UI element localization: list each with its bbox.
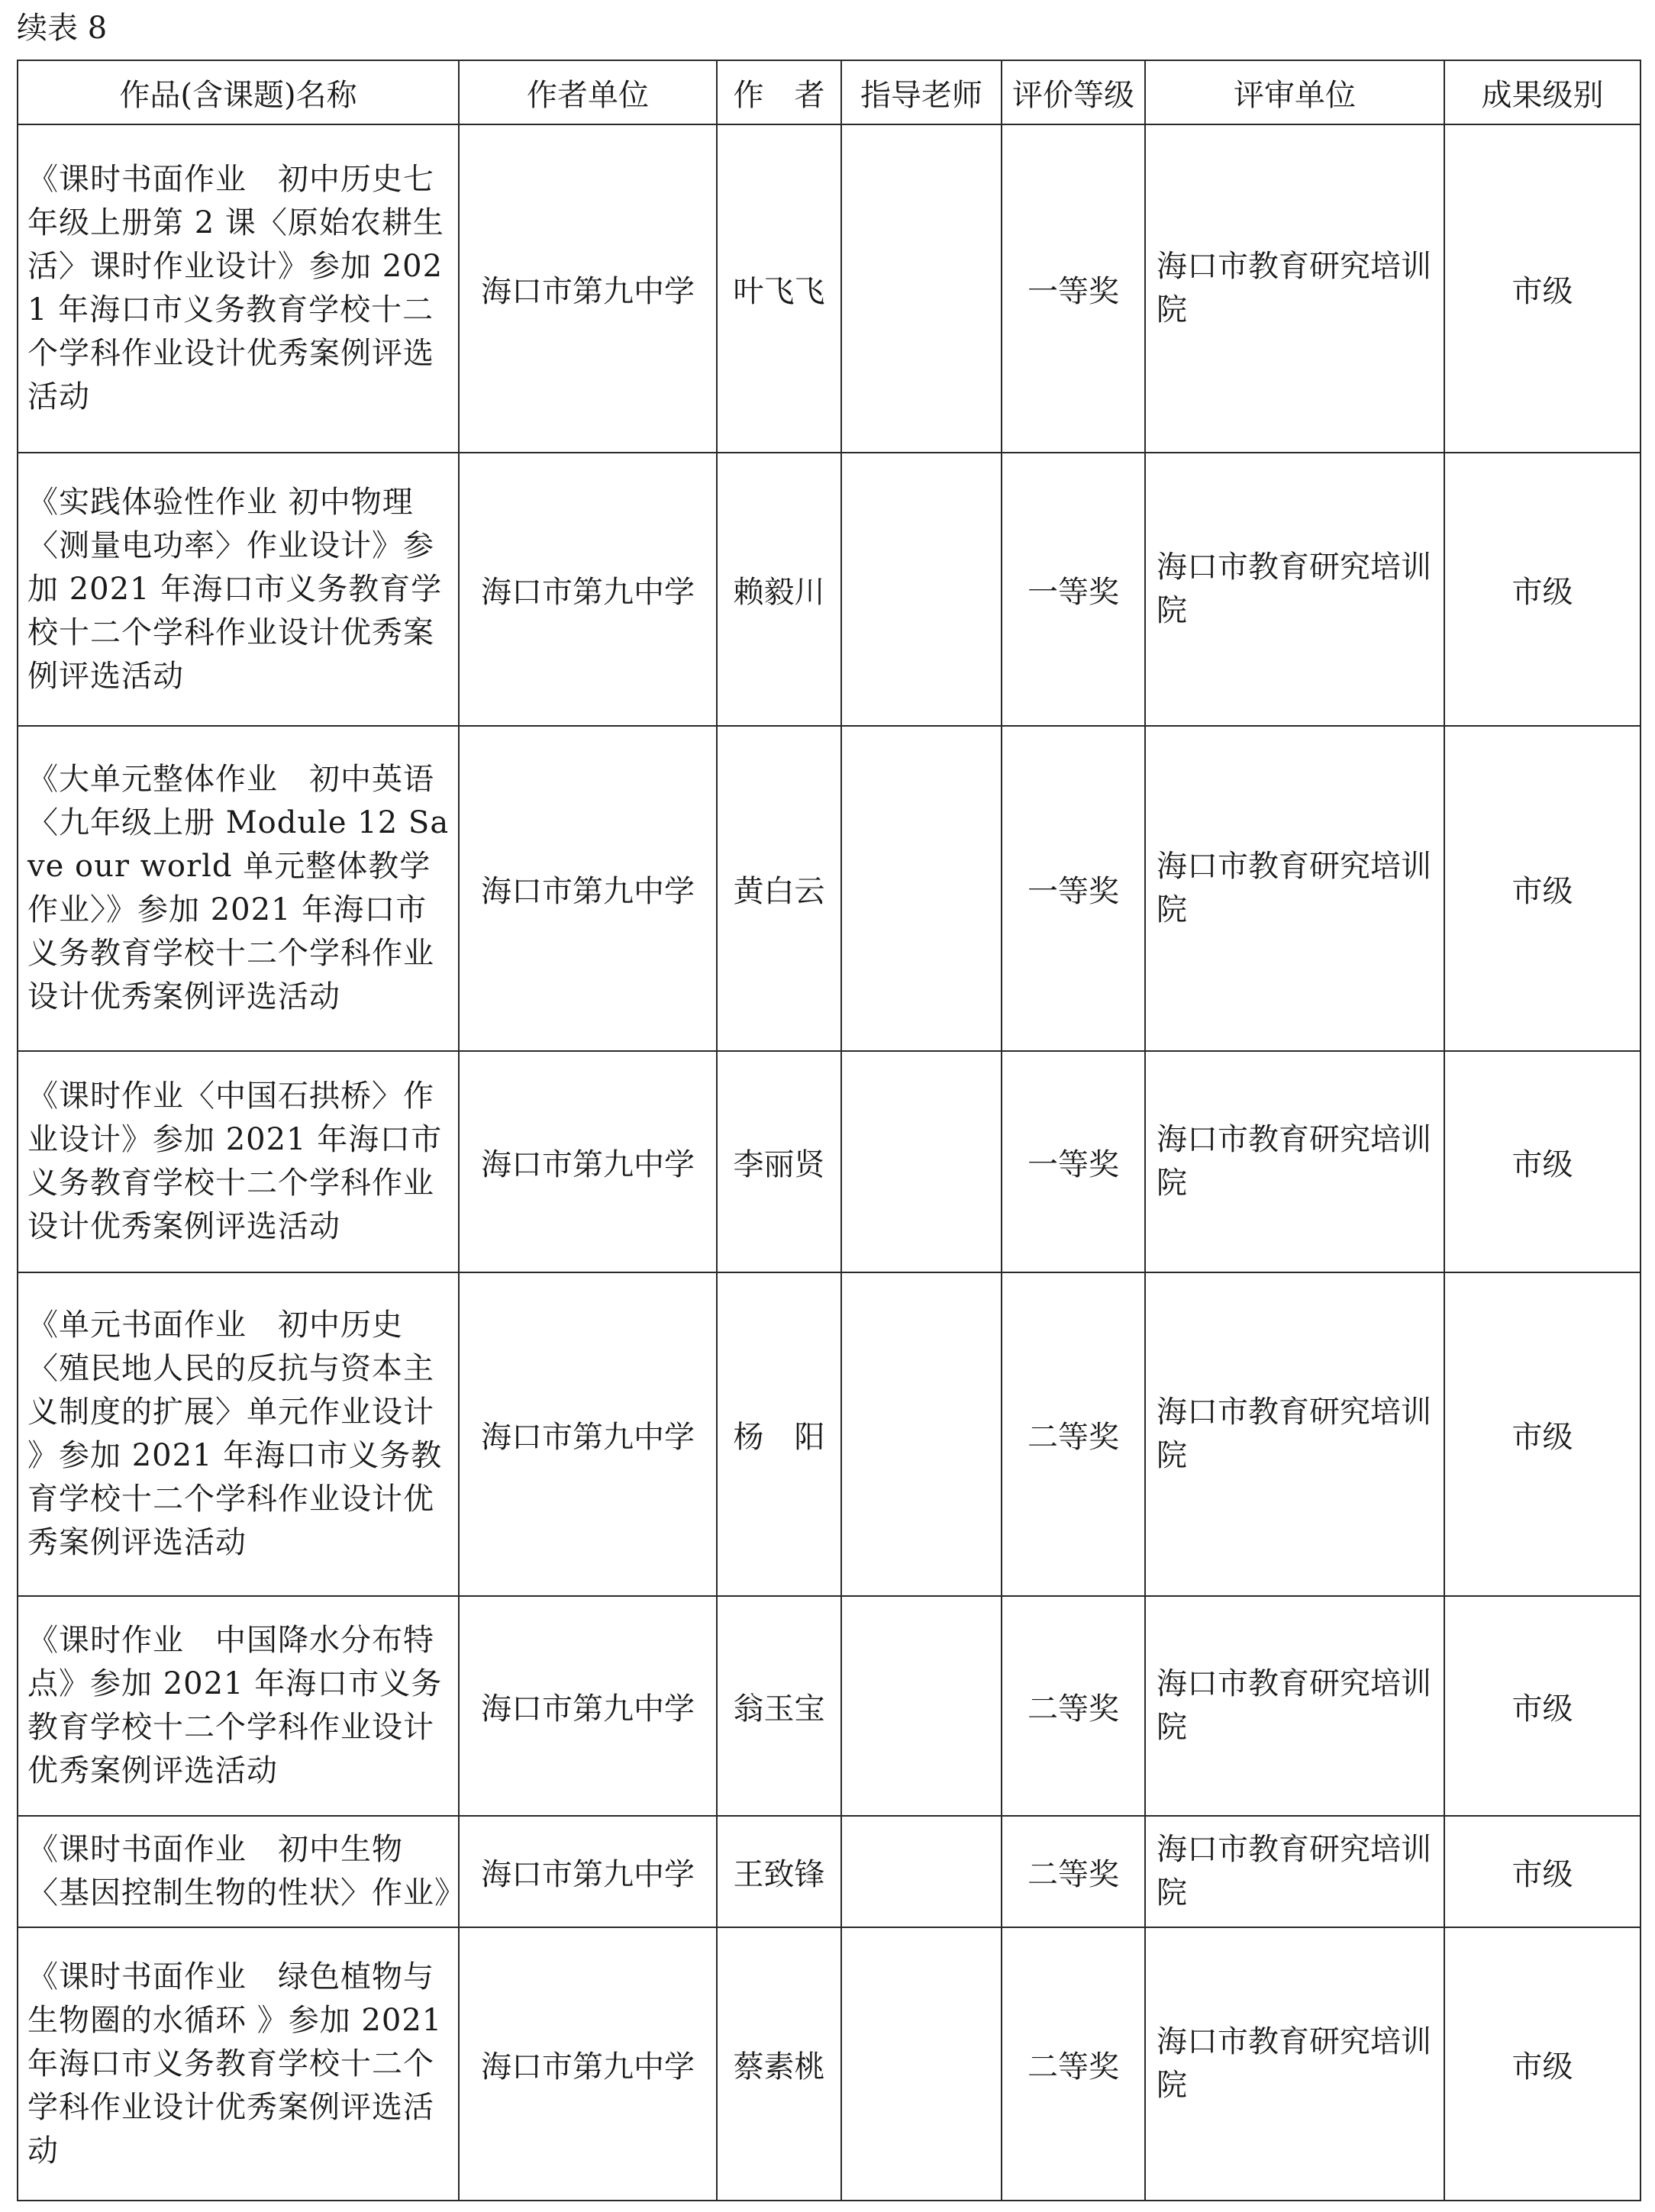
cell-grade: 一等奖 [1002, 1051, 1145, 1272]
cell-advisor [841, 1596, 1002, 1816]
cell-reviewer: 海口市教育研究培训院 [1145, 726, 1444, 1051]
header-reviewer: 评审单位 [1145, 60, 1444, 124]
cell-level: 市级 [1444, 1816, 1640, 1927]
table-row [18, 124, 1640, 453]
cell-reviewer: 海口市教育研究培训院 [1145, 1051, 1444, 1272]
header-level: 成果级别 [1444, 60, 1640, 124]
cell-grade: 二等奖 [1002, 1816, 1145, 1927]
cell-author: 叶飞飞 [717, 124, 841, 453]
cell-grade: 一等奖 [1002, 453, 1145, 726]
cell-grade: 一等奖 [1002, 726, 1145, 1051]
cell-author: 赖毅川 [717, 453, 841, 726]
table-row [18, 1272, 1640, 1596]
cell-level: 市级 [1444, 1272, 1640, 1596]
cell-level: 市级 [1444, 124, 1640, 453]
table-row [18, 1596, 1640, 1816]
cell-title: 《课时作业〈中国石拱桥〉作业设计》参加 2021 年海口市义务教育学校十二个学科作业设计优秀案例评选活动 [18, 1051, 459, 1272]
cell-level: 市级 [1444, 1596, 1640, 1816]
cell-grade: 二等奖 [1002, 1596, 1145, 1816]
cell-unit: 海口市第九中学 [459, 124, 717, 453]
cell-title: 《课时作业 中国降水分布特点》参加 2021 年海口市义务教育学校十二个学科作业设计优秀案例评选活动 [18, 1596, 459, 1816]
cell-advisor [841, 1051, 1002, 1272]
header-author: 作 者 [717, 60, 841, 124]
table-row [18, 453, 1640, 726]
cell-reviewer: 海口市教育研究培训院 [1145, 1927, 1444, 2201]
cell-author: 杨 阳 [717, 1272, 841, 1596]
header-grade: 评价等级 [1002, 60, 1145, 124]
cell-unit: 海口市第九中学 [459, 1596, 717, 1816]
cell-level: 市级 [1444, 453, 1640, 726]
cell-advisor [841, 1272, 1002, 1596]
cell-advisor [841, 726, 1002, 1051]
table-row [18, 1927, 1640, 2201]
cell-grade: 一等奖 [1002, 124, 1145, 453]
cell-grade: 二等奖 [1002, 1927, 1145, 2201]
cell-level: 市级 [1444, 1927, 1640, 2201]
cell-level: 市级 [1444, 726, 1640, 1051]
cell-author: 翁玉宝 [717, 1596, 841, 1816]
cell-advisor [841, 1927, 1002, 2201]
cell-title: 《实践体验性作业 初中物理〈测量电功率〉作业设计》参加 2021 年海口市义务教育学校十二个学科作业设计优秀案例评选活动 [18, 453, 459, 726]
awards-table [17, 60, 1641, 2201]
cell-title: 《课时书面作业 初中历史七年级上册第 2 课〈原始农耕生活〉课时作业设计》参加 2021 年海口市义务教育学校十二个学科作业设计优秀案例评选活动 [18, 124, 459, 453]
cell-title: 《大单元整体作业 初中英语〈九年级上册 Module 12 Save our world 单元整体教学作业〉》参加 2021 年海口市义务教育学校十二个学科作业设计优秀案例评选活动 [18, 726, 459, 1051]
cell-level: 市级 [1444, 1051, 1640, 1272]
cell-author: 王致锋 [717, 1816, 841, 1927]
cell-author: 李丽贤 [717, 1051, 841, 1272]
cell-advisor [841, 453, 1002, 726]
header-unit: 作者单位 [459, 60, 717, 124]
table-row [18, 1816, 1640, 1927]
cell-reviewer: 海口市教育研究培训院 [1145, 453, 1444, 726]
cell-title: 《课时书面作业 绿色植物与生物圈的水循环 》参加 2021 年海口市义务教育学校十二个学科作业设计优秀案例评选活动 [18, 1927, 459, 2201]
cell-reviewer: 海口市教育研究培训院 [1145, 1596, 1444, 1816]
table-row [18, 1051, 1640, 1272]
cell-unit: 海口市第九中学 [459, 726, 717, 1051]
cell-title: 《单元书面作业 初中历史〈殖民地人民的反抗与资本主义制度的扩展〉单元作业设计 》参加 2021 年海口市义务教育学校十二个学科作业设计优秀案例评选活动 [18, 1272, 459, 1596]
cell-author: 蔡素桃 [717, 1927, 841, 2201]
table-row [18, 726, 1640, 1051]
header-row [18, 60, 1640, 124]
cell-unit: 海口市第九中学 [459, 453, 717, 726]
cell-title: 《课时书面作业 初中生物〈基因控制生物的性状〉作业》 [18, 1816, 459, 1927]
cell-advisor [841, 1816, 1002, 1927]
cell-unit: 海口市第九中学 [459, 1272, 717, 1596]
cell-unit: 海口市第九中学 [459, 1051, 717, 1272]
cell-grade: 二等奖 [1002, 1272, 1145, 1596]
cell-advisor [841, 124, 1002, 453]
header-title: 作品(含课题)名称 [18, 60, 459, 124]
cell-unit: 海口市第九中学 [459, 1816, 717, 1927]
cell-reviewer: 海口市教育研究培训院 [1145, 1272, 1444, 1596]
cell-unit: 海口市第九中学 [459, 1927, 717, 2201]
cell-reviewer: 海口市教育研究培训院 [1145, 124, 1444, 453]
header-advisor: 指导老师 [841, 60, 1002, 124]
cell-reviewer: 海口市教育研究培训院 [1145, 1816, 1444, 1927]
table-caption: 续表 8 [17, 11, 108, 46]
cell-author: 黄白云 [717, 726, 841, 1051]
